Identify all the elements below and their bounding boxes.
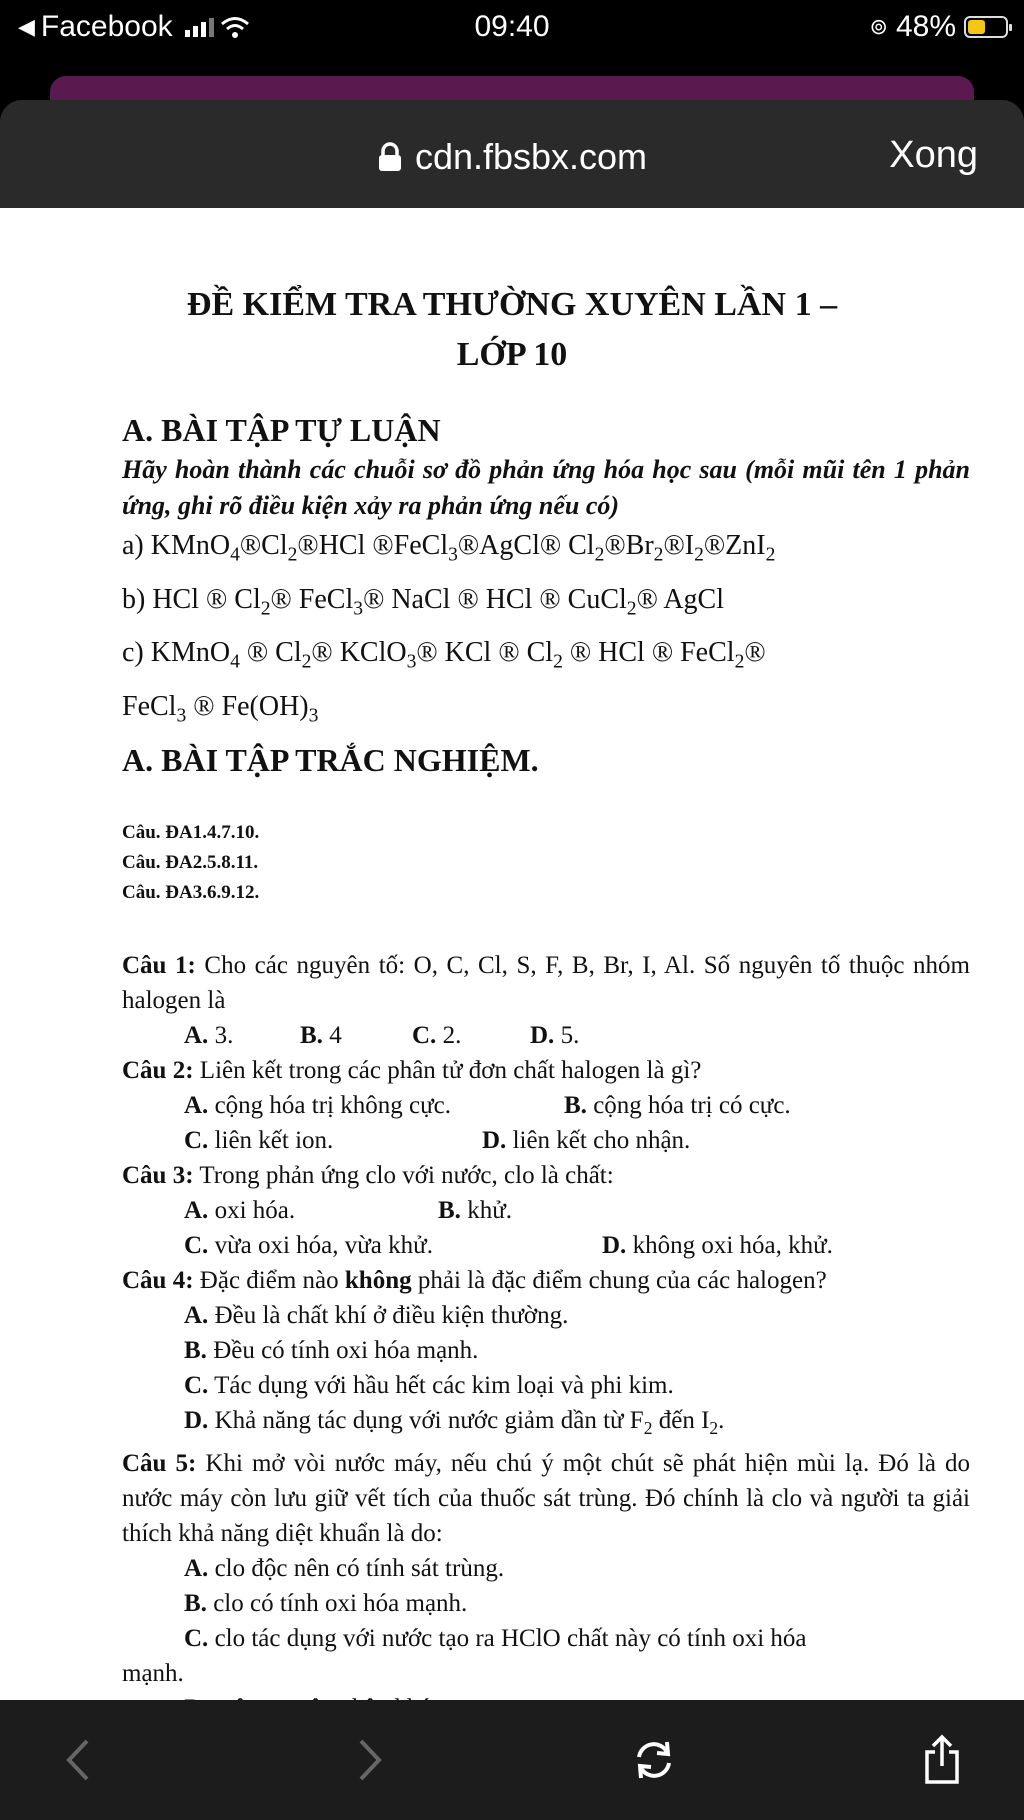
title-line-2: LỚP 10 xyxy=(456,336,568,373)
option-a: A. 3. xyxy=(184,1022,234,1050)
section-essay-heading: A. BÀI TẬP TỰ LUẬN xyxy=(122,412,441,448)
url-display[interactable] xyxy=(0,136,1024,178)
answer-key-row: Câu. ĐA1.4.7.10. xyxy=(122,822,260,844)
essay-instruction: Hãy hoàn thành các chuỗi sơ đồ phản ứng hóa học sau (mỗi mũi tên 1 phản ứng, ghi rõ điều kiện xảy ra phản ứng nếu có) xyxy=(122,455,970,520)
back-button[interactable] xyxy=(48,1730,108,1790)
browser-toolbar xyxy=(0,1700,1024,1820)
battery-percent: 48% xyxy=(895,10,956,43)
clock: 09:40 xyxy=(474,10,550,43)
section-mc-heading: A. BÀI TẬP TRẮC NGHIỆM. xyxy=(122,742,539,779)
question-emphasis: không xyxy=(344,1267,412,1295)
option-a: A. cộng hóa trị không cực. xyxy=(184,1092,451,1120)
question-2 xyxy=(122,1053,970,1088)
answer-key-list xyxy=(122,818,970,908)
option-c: C. clo tác dụng với nước tạo ra HClO chất này có tính oxi hóa xyxy=(184,1625,807,1653)
share-icon xyxy=(921,1734,963,1786)
reaction-chain-a: a) $KMnO_4®Cl_2®HCl$ ®FeCl$_3$®AgCl® $Cl_2®Br_2®I_2®ZnI_2$ xyxy=(122,530,776,566)
document-title xyxy=(0,280,1024,380)
document-page xyxy=(0,208,1024,1700)
question-3-options-ab xyxy=(122,1193,970,1228)
answer-key-row: Câu. ĐA3.6.9.12. xyxy=(122,882,260,904)
question-label: Câu 4: xyxy=(122,1267,194,1295)
option-d: D. không oxi hóa, khử. xyxy=(602,1232,833,1260)
question-text: Trong phản ứng clo với nước, clo là chất: xyxy=(193,1162,614,1190)
lock-icon xyxy=(377,142,403,172)
battery-fill xyxy=(968,20,985,34)
status-bar xyxy=(0,0,1024,62)
question-text: Khi mở vòi nước máy, nếu chú ý một chút sẽ phát hiện mùi lạ. Đó là do nước máy còn lưu giữ vết tích của thuốc sát trùng. Đó chính là clo và người ta giải thích khả năng diệt khuẩn là do: xyxy=(122,1450,970,1548)
question-text: phải là đặc điểm chung của các halogen? xyxy=(411,1267,827,1295)
question-label: Câu 5: xyxy=(122,1450,197,1478)
option-c: C. Tác dụng với hầu hết các kim loại và phi kim. xyxy=(184,1372,674,1400)
question-1 xyxy=(122,948,970,1018)
question-1-options xyxy=(122,1018,970,1053)
option-d: D. Khả năng tác dụng với nước giảm dần từ $F_2$ đến $I_2$. xyxy=(184,1407,725,1439)
question-2-options-cd xyxy=(122,1123,970,1158)
option-c: C. vừa oxi hóa, vừa khử. xyxy=(184,1232,433,1260)
question-2-options-ab xyxy=(122,1088,970,1123)
back-app-label[interactable]: Facebook xyxy=(40,10,173,43)
option-a: A. clo độc nên có tính sát trùng. xyxy=(184,1555,505,1583)
question-3 xyxy=(122,1158,970,1193)
url-text: cdn.fbsbx.com xyxy=(414,136,648,177)
question-label: Câu 2: xyxy=(122,1057,194,1085)
question-3-options-cd xyxy=(122,1228,970,1263)
option-b: B. 4 xyxy=(300,1022,342,1050)
question-label: Câu 1: xyxy=(122,952,196,980)
question-text: Liên kết trong các phân tử đơn chất halogen là gì? xyxy=(193,1057,702,1085)
browser-header xyxy=(0,100,1024,208)
reaction-chain-c: c) KMnO$_4$ ® $Cl_2®$ KClO$_3$® KCl ® $Cl_2$ ® HCl ® FeCl$_2$® FeCl$_3$ ® $Fe(OH)_3$ xyxy=(122,637,766,727)
question-5 xyxy=(122,1446,970,1551)
title-line-1: ĐỀ KIỂM TRA THƯỜNG XUYÊN LẦN 1 – xyxy=(186,286,838,323)
refresh-icon xyxy=(629,1735,679,1785)
option-c: C. liên kết ion. xyxy=(184,1127,334,1155)
reaction-chain-b: b) HCl ® $Cl_2®$ FeCl$_3$® NaCl ® HCl ® CuCl$_2$® AgCl xyxy=(122,583,724,620)
option-d: D. 5. xyxy=(530,1022,580,1050)
question-text: Đặc điểm nào xyxy=(193,1267,345,1295)
forward-icon xyxy=(355,1737,385,1783)
option-b: B. clo có tính oxi hóa mạnh. xyxy=(184,1590,468,1618)
option-b: B. khử. xyxy=(438,1197,512,1225)
option-a: A. oxi hóa. xyxy=(184,1197,296,1225)
done-button[interactable]: Xong xyxy=(889,134,978,176)
battery-icon xyxy=(964,16,1008,38)
share-button[interactable] xyxy=(912,1730,972,1790)
back-to-app-icon[interactable]: ◀ xyxy=(18,14,35,39)
option-c: C. 2. xyxy=(412,1022,462,1050)
option-b: B. cộng hóa trị có cực. xyxy=(564,1092,791,1120)
document-content xyxy=(122,408,970,1705)
option-d: D. liên kết cho nhận. xyxy=(482,1127,691,1155)
question-text: Cho các nguyên tố: O, C, Cl, S, F, B, Br, I, Al. Số nguyên tố thuộc nhóm halogen là xyxy=(122,952,970,1015)
answer-key-row: Câu. ĐA2.5.8.11. xyxy=(122,852,259,874)
forward-button[interactable] xyxy=(340,1730,400,1790)
orientation-lock-icon: ⊚ xyxy=(869,14,888,39)
refresh-button[interactable] xyxy=(624,1730,684,1790)
question-label: Câu 3: xyxy=(122,1162,194,1190)
option-a: A. Đều là chất khí ở điều kiện thường. xyxy=(184,1302,569,1330)
back-icon xyxy=(63,1737,93,1783)
question-4 xyxy=(122,1263,970,1298)
option-c-continued: mạnh. xyxy=(122,1660,184,1688)
option-b: B. Đều có tính oxi hóa mạnh. xyxy=(184,1337,479,1365)
